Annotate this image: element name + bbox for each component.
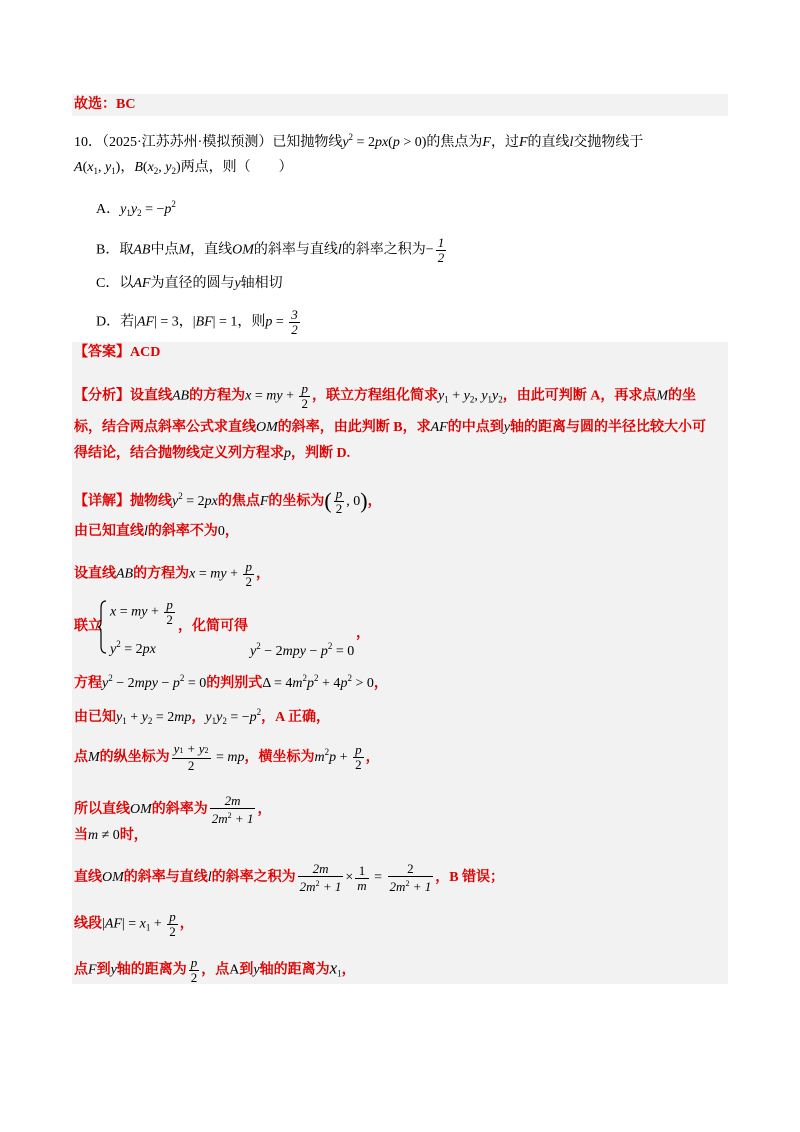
brace-icon (98, 600, 108, 654)
analysis-line-1: 【分析】设直线AB的方程为x = my + $\frac{p}{2}$ ，联立方程组化简求$y_1 + y_2$, $y_1y_2$，由此可判断 A，再求点M的坐 (74, 381, 697, 411)
detail-line-5: 方程$y^2 - 2mpy - p^2 = 0$的判别式$\Delta = 4m^2p^2 + 4p^2 > 0$， (74, 673, 388, 691)
detail-line-10: 直线OM的斜率与直线l的斜率之积为 $\frac{2m}{2m^2 + 1}$ × $\frac{1}{m}$ = $\frac{2}{2m^2 + 1}$ ，B 错误； (74, 861, 505, 894)
question-line-1: 10．（2025·江苏苏州·模拟预测）已知抛物线$y^2 = 2px(p > 0)$的焦点为F，过F的直线l交抛物线于 (74, 132, 644, 150)
prev-answer-block (72, 94, 728, 116)
detail-line-8: 所以直线OM的斜率为 $\frac{2m}{2m^2 + 1}$ ， (74, 793, 272, 826)
option-d: D．若|AF| = 3，|BF| = 1，则p = $\frac{3}{2}$ (96, 307, 298, 337)
question-line-2: $A(x_1$, $y_1$)，$B(x_2$, $y_2$)两点，则（ ） (74, 160, 293, 176)
system-eq-1: x = my + $\frac{p}{2}$ (110, 597, 173, 627)
detail-line-9: 当m ≠ 0时， (74, 828, 148, 843)
simplified-eq: $y^2 - 2mpy - p^2 = 0$ (250, 641, 355, 659)
option-a: A．$y_1y_2 = -p^2$ (96, 199, 176, 218)
detail-line-6: 由已知$y_1 + y_2 = 2mp$，$y_1y_2 = -p^2$，A 正确， (74, 707, 330, 726)
detail-line-2: 由已知直线l的斜率不为0， (74, 524, 239, 539)
comma: ， (356, 626, 370, 641)
detail-line-7: 点M的纵坐标为 $\frac{y1 + y2}{2}$ = mp，横坐标为$m^2p$ + $\frac{p}{2}$ ， (74, 741, 380, 774)
prev-answer: 故选：BC (74, 97, 136, 112)
question-source: （2025·江苏苏州·模拟预测） (102, 135, 273, 150)
detail-line-11: 线段$|AF| = x_1$ + $\frac{p}{2}$ ， (74, 909, 194, 939)
analysis-line-2: 标，结合两点斜率公式求直线OM的斜率，由此判断 B，求AF的中点到y轴的距离与圆的半径比较大小可 (74, 420, 706, 435)
detail-line-1: 【详解】抛物线$y^2 = 2px$的焦点F的坐标为( $\frac{p}{2}$ , 0)， (74, 486, 382, 517)
detail-line-12: 点F到y轴的距离为 $\frac{p}{2}$ ，点A到y轴的距离为$x_1$， (74, 955, 356, 985)
answer-label: 【答案】ACD (74, 345, 161, 360)
detail-line-4b: ，化简可得 (178, 619, 248, 634)
option-b: B．取AB中点M，直线OM的斜率与直线l的斜率之积为− $\frac{1}{2}$ (96, 235, 445, 265)
option-c: C．以AF为直径的圆与y轴相切 (96, 276, 283, 291)
analysis-line-3: 得结论，结合抛物线定义列方程求p，判断 D. (74, 446, 351, 461)
system-eq-2: $y^2 = 2px$ (110, 639, 156, 657)
detail-line-4: 联立 (74, 619, 102, 634)
detail-line-3: 设直线AB的方程为x = my + $\frac{p}{2}$ ， (74, 559, 270, 589)
